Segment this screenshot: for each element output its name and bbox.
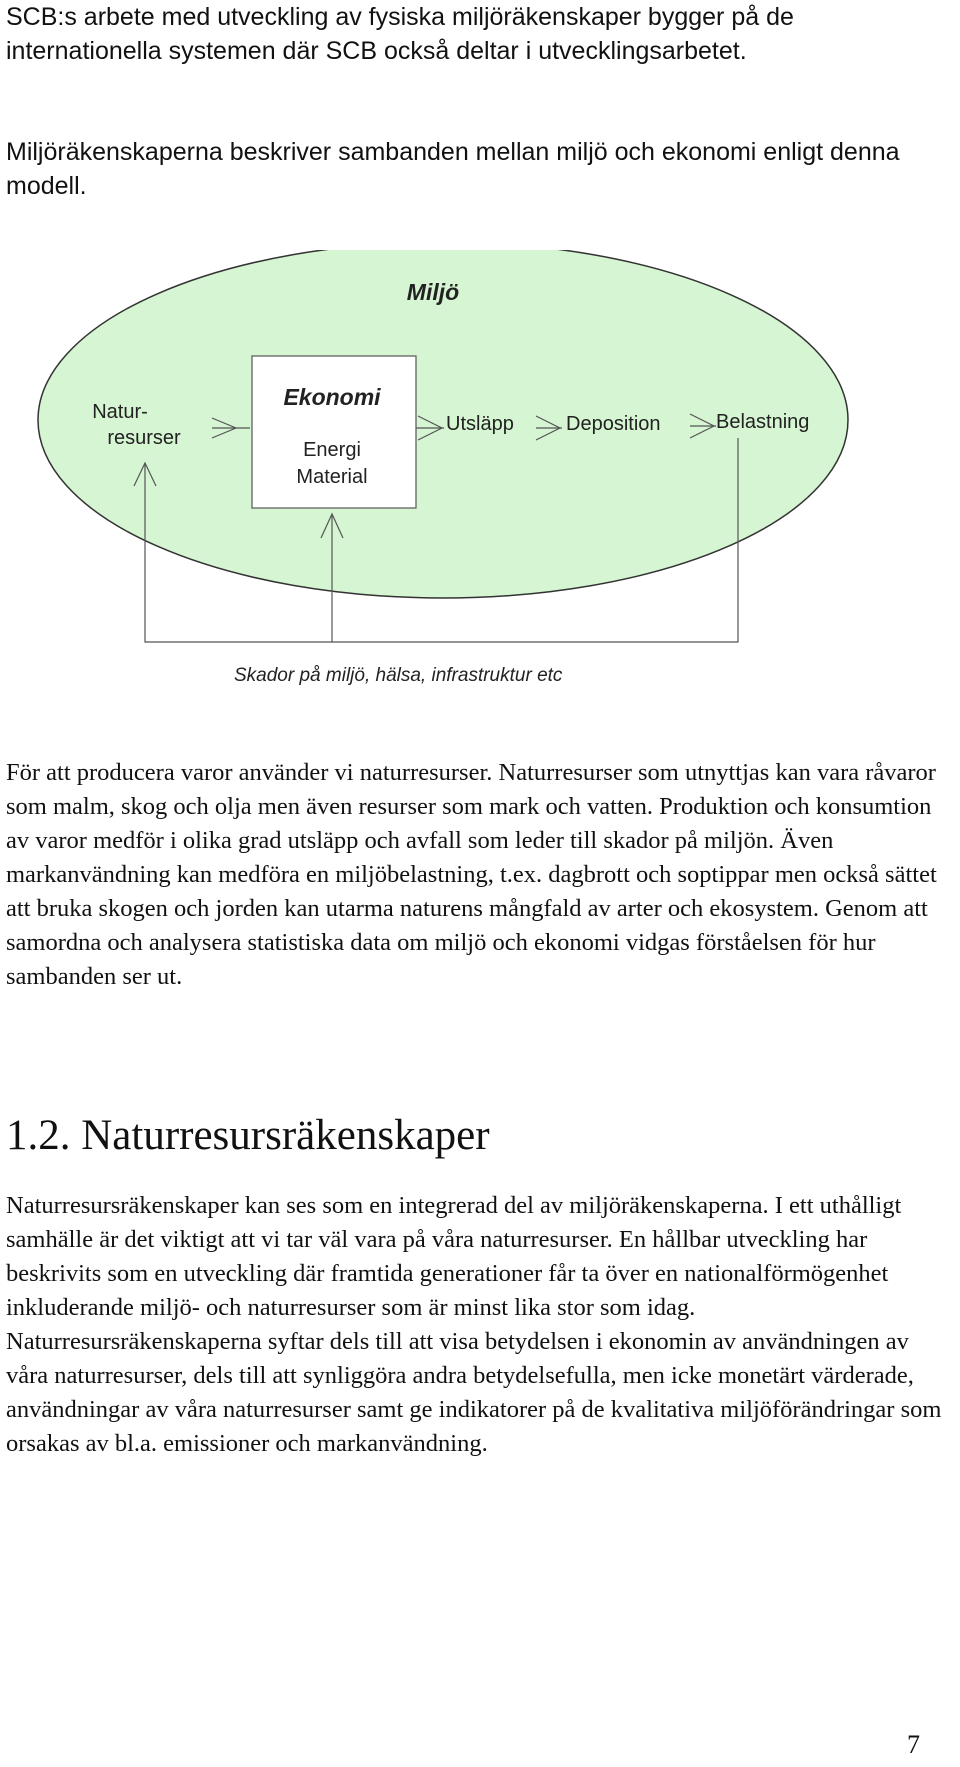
belastning-label: Belastning	[716, 411, 810, 433]
environment-economy-model-diagram	[0, 250, 960, 710]
energi-label: Energi	[303, 439, 361, 461]
page-number: 7	[907, 1730, 920, 1759]
intro-text-1: SCB:s arbete med utveckling av fysiska miljöräkenskaper bygger på de internationella systemen där SCB också deltar i utvecklingsarbetet.	[6, 3, 794, 65]
skador-label: Skador på miljö, hälsa, infrastruktur etc	[234, 665, 563, 686]
naturresurser-label-line2: resurser	[107, 427, 181, 449]
material-label: Material	[296, 466, 368, 488]
body-paragraph-2: Naturresursräkenskaper kan ses som en integrerad del av miljöräkenskaperna. I ett uthålligt samhälle är det viktigt att vi tar väl vara på våra naturresurser. En hållbar utveckling har beskrivits som en utveckling där framtida generationer får ta över en nationalförmögenhet inkluderande miljö- och naturresurser som är minst lika stor som idag. Naturresursräkenskaperna syftar dels till att visa betydelsen i ekonomin av användningen av våra naturresurser, dels till att synliggöra andra betydelsefulla, men icke monetärt värderade, användningar av våra naturresurser samt ge indikatorer på de kvalitativa miljöförändringar som orsakas av bl.a. emissioner och markanvändning.	[6, 1192, 942, 1457]
ekonomi-label: Ekonomi	[283, 384, 381, 410]
naturresurser-label-line1: Natur-	[92, 401, 148, 423]
intro-text-2: Miljöräkenskaperna beskriver sambanden mellan miljö och ekonomi enligt denna modell.	[6, 138, 900, 200]
section-heading: 1.2. Naturresursräkenskaper	[6, 1112, 490, 1159]
body-paragraph-1: För att producera varor använder vi naturresurser. Naturresurser som utnyttjas kan vara råvaror som malm, skog och olja men även resurser som mark och vatten. Produktion och konsumtion av varor medför i olika grad utsläpp och avfall som leder till skador på miljön. Även markanvändning kan medföra en miljöbelastning, t.ex. dagbrott och soptippar men också sättet att bruka skogen och jorden kan utarma naturens mångfald av arter och ekosystem. Genom att samordna och analysera statistiska data om miljö och ekonomi vidgas förståelsen för hur sambanden ser ut.	[6, 759, 937, 990]
utslapp-label: Utsläpp	[446, 413, 514, 435]
deposition-label: Deposition	[566, 413, 661, 435]
miljo-label: Miljö	[406, 279, 460, 305]
